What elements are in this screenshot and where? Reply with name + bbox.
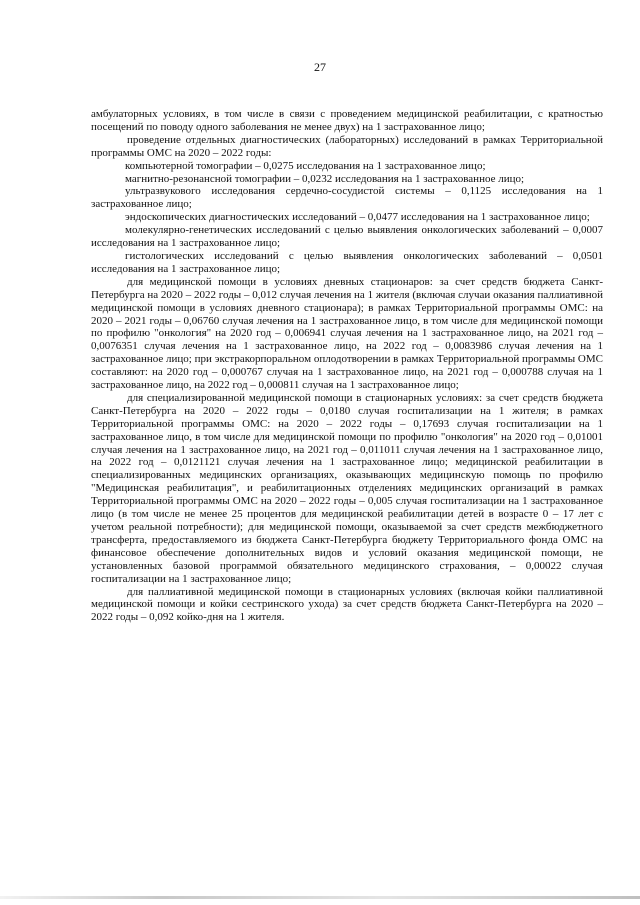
paragraph-histological: гистологических исследований с целью выявления онкологических заболеваний – 0,0501 исследования на 1 застрахованное лицо; [91,249,603,275]
page-number: 27 [314,60,326,74]
paragraph-specialized-inpatient: для специализированной медицинской помощи в стационарных условиях: за счет средств бюджета Санкт-Петербурга на 2020 – 2022 годы – 0,0180 случая госпитализации на 1 жителя; в рамках Территориальной программы ОМС: на 2020 – 2022 годы – 0,17693 случая госпитализации на 1 застрахованное лицо, в том числе для медицинской помощи по профилю "онкология" на 2020 год – 0,01001 случая лечения на 1 застрахованное лицо, на 2021 год – 0,011011 случая лечения на 1 застрахованное лицо, на 2022 год – 0,0121121 случая лечения на 1 застрахованное лицо; медицинской реабилитации в специализированных медицинских организациях, оказывающих медицинскую помощь по профилю "Медицинская реабилитация", и реабилитационных отделениях медицинских организаций в рамках Территориальной программы ОМС на 2020 – 2022 годы – 0,005 случая госпитализации на 1 застрахованное лицо (в том числе не менее 25 процентов для медицинской реабилитации детей в возрасте 0 – 17 лет с учетом реальной потребности); для медицинской помощи, оказываемой за счет средств межбюджетного трансферта, предоставляемого из бюджета Санкт-Петербурга бюджету Территориального фонда ОМС на финансовое обеспечение дополнительных видов и условий оказания медицинской помощи, не установленных базовой программой обязательного медицинского страхования, – 0,00022 случая госпитализации на 1 застрахованное лицо; [91,391,603,585]
scan-edge [0,896,640,899]
paragraph-ct: компьютерной томографии – 0,0275 исследования на 1 застрахованное лицо; [125,159,486,172]
paragraph-palliative-inpatient: для паллиативной медицинской помощи в стационарных условиях (включая койки паллиативной медицинской помощи и койки сестринского ухода) за счет средств бюджета Санкт-Петербурга на 2020 – 2022 годы – 0,092 койко-дня на 1 жителя. [91,585,603,624]
paragraph-ultrasound: ультразвукового исследования сердечно-сосудистой системы – 0,1125 исследования на 1 застрахованное лицо; [91,185,603,211]
paragraph-outpatient-continuation: амбулаторных условиях, в том числе в связи с проведением медицинской реабилитации, с кратностью посещений по поводу одного заболевания не менее двух) на 1 застрахованное лицо; [91,108,603,133]
paragraph-endoscopy: эндоскопических диагностических исследований – 0,0477 исследования на 1 застрахованное лицо; [125,211,590,224]
paragraph-mri: магнитно-резонансной томографии – 0,0232 исследования на 1 застрахованное лицо; [125,172,525,185]
document-body [91,108,603,624]
paragraph-diagnostic-intro: проведение отдельных диагностических (лабораторных) исследований в рамках Территориальной программы ОМС на 2020 – 2022 годы: [91,133,603,159]
paragraph-molecular-genetic: молекулярно-генетических исследований с целью выявления онкологических заболеваний – 0,0007 исследования на 1 застрахованное лицо; [91,224,603,250]
paragraph-day-hospitals: для медицинской помощи в условиях дневных стационаров: за счет средств бюджета Санкт-Петербурга на 2020 – 2022 годы – 0,012 случая лечения на 1 жителя (включая случаи оказания паллиативной медицинской помощи в условиях дневного стационара); в рамках Территориальной программы ОМС: на 2020 – 2021 годы – 0,06760 случая лечения на 1 застрахованное лицо, в том числе для медицинской помощи по профилю "онкология" на 2020 год – 0,006941 случая лечения на 1 застрахованное лицо, на 2021 год – 0,0076351 случая лечения на 1 застрахованное лицо, на 2022 год – 0,0083986 случая лечения на 1 застрахованное лицо; при экстракорпоральном оплодотворении в рамках Территориальной программы ОМС составляют: на 2020 год – 0,000767 случая на 1 застрахованное лицо, на 2021 год – 0,000788 случая на 1 застрахованное лицо, на 2022 год – 0,000811 случая на 1 застрахованное лицо; [91,275,603,392]
